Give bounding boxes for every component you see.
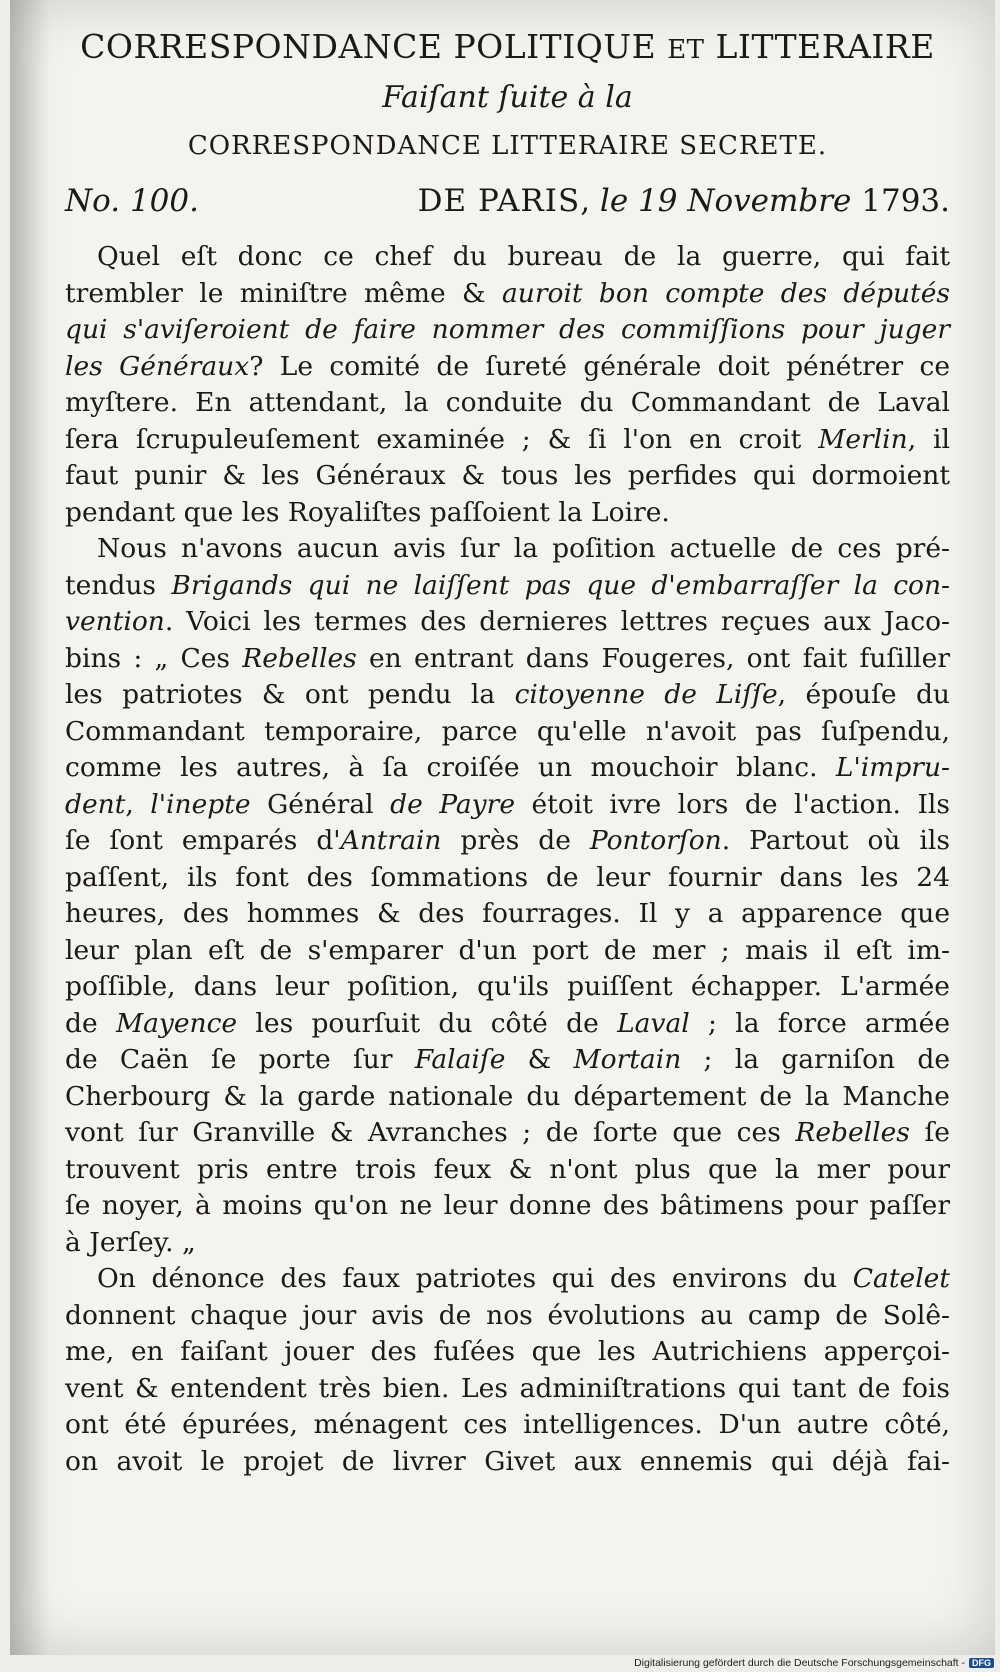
- digitization-credit: [634, 1657, 994, 1669]
- date-comma: ,: [580, 183, 591, 219]
- journal-title-et: ET: [667, 35, 705, 65]
- text-line: [65, 422, 950, 459]
- journal-title-part-1: CORRESPONDANCE POLITIQUE: [80, 27, 657, 66]
- issue-number: No. 100.: [65, 183, 199, 219]
- text-run: . Voici les termes des dernieres lettres reçues aux Jaco-: [164, 606, 950, 637]
- document-content: [65, 22, 950, 1480]
- text-run: paſſent, ils font des ſommations de leur fournir dans les 24: [65, 861, 950, 893]
- text-run: vent & entendent très bien. Les adminiſtrations qui tant de fois: [65, 1372, 950, 1404]
- text-line: [65, 568, 950, 605]
- text-line: [65, 1079, 950, 1116]
- text-run: les pourſuit du côté de: [237, 1007, 618, 1039]
- text-line: [65, 1115, 950, 1152]
- text-line: [65, 1006, 950, 1043]
- italic-text: auroit bon compte des députés: [501, 277, 950, 309]
- italic-text: l'inepte: [150, 788, 251, 820]
- italic-text: Brigands qui ne laiſſent pas que d'embarraſſer la con-: [171, 569, 951, 601]
- text-line: [65, 860, 950, 897]
- journal-subtitle: Faiſant ſuite à la: [382, 80, 633, 115]
- text-line: [65, 1225, 950, 1262]
- italic-text: Antrain: [340, 825, 442, 856]
- text-run: en entrant dans Fougeres, ont fait fuſiller: [356, 642, 950, 674]
- text-line: [65, 823, 950, 860]
- text-run: de: [65, 1007, 116, 1039]
- text-line: [65, 677, 950, 714]
- text-run: me, en faiſant jouer des fuſées que les Autrichiens apperçoi-: [65, 1336, 950, 1367]
- text-line: [65, 1042, 950, 1079]
- text-run: ,: [125, 788, 151, 820]
- text-line: [65, 385, 950, 422]
- italic-text: Falaiſe: [414, 1044, 506, 1075]
- text-line: [65, 1188, 950, 1225]
- paragraph: [65, 1261, 950, 1480]
- italic-text: Laval: [617, 1007, 690, 1039]
- text-line: [65, 276, 950, 313]
- text-line: [65, 641, 950, 678]
- year: 1793.: [861, 183, 950, 219]
- italic-text: L'impru-: [835, 752, 950, 783]
- text-run: ſera ſcrupuleuſement examinée ; & ſi l'on en croit: [65, 423, 819, 455]
- paragraph: [65, 239, 950, 531]
- text-run: ont été épurées, ménagent ces intelligences. D'un autre côté,: [65, 1409, 950, 1440]
- paper-sheet: [10, 0, 995, 1655]
- text-run: à Jerſey. „: [65, 1226, 196, 1258]
- text-line: [65, 1371, 950, 1408]
- text-run: ſe noyer, à moins qu'on ne leur donne des bâtimens pour paſſer: [65, 1190, 950, 1221]
- italic-text: Catelet: [852, 1263, 950, 1294]
- text-line: [65, 239, 950, 276]
- text-line: [65, 495, 950, 532]
- text-run: leur plan eſt de s'emparer d'un port de mer ; mais il eſt im-: [65, 934, 950, 966]
- text-run: myſtere. En attendant, la conduite du Commandant de Laval: [65, 387, 950, 418]
- text-run: , il: [907, 423, 950, 455]
- text-line: [65, 604, 950, 641]
- text-line: [65, 787, 950, 824]
- journal-title: [65, 22, 950, 75]
- binding-shadow: [10, 0, 50, 1655]
- text-run: ; la garniſon de: [681, 1044, 950, 1075]
- italic-text: Rebelles: [795, 1117, 910, 1148]
- text-run: &: [505, 1044, 574, 1075]
- italic-text: citoyenne de Liſſe: [514, 679, 778, 710]
- text-line: [65, 933, 950, 970]
- italic-text: Mayence: [115, 1007, 238, 1039]
- text-run: . Partout où ils: [721, 825, 950, 856]
- credit-text: Digitalisierung gefördert durch die Deutsche Forschungsgemeinschaft -: [634, 1657, 965, 1669]
- text-run: près de: [441, 825, 590, 856]
- place: DE PARIS: [417, 183, 581, 219]
- text-run: pendant que les Royaliſtes paſſoient la Loire.: [65, 496, 670, 528]
- text-run: Cherbourg & la garde nationale du département de la Manche: [65, 1080, 950, 1112]
- text-run: ? Le comité de ſureté générale doit pénétrer ce: [249, 350, 950, 382]
- text-run: les patriotes & ont pendu la: [65, 679, 515, 710]
- date-place: [418, 171, 950, 231]
- italic-text: dent: [65, 788, 126, 820]
- text-run: donnent chaque jour avis de nos évolutions au camp de Solê-: [65, 1299, 950, 1331]
- text-run: vont ſur Granville & Avranches ; de ſorte que ces: [65, 1117, 796, 1148]
- text-run: faut punir & les Généraux & tous les perfides qui dormoient: [65, 460, 950, 491]
- text-run: heures, des hommes & des fourrages. Il y a apparence que: [65, 898, 950, 929]
- text-line: [65, 1152, 950, 1189]
- text-run: , épouſe du: [777, 679, 950, 710]
- text-line: [65, 1444, 950, 1481]
- italic-text: Rebelles: [242, 642, 357, 674]
- journal-secret-title: CORRESPONDANCE LITTERAIRE SECRETE.: [187, 131, 828, 161]
- text-run: étoit ivre lors de l'action. Ils: [515, 788, 951, 820]
- italic-text: vention: [65, 606, 165, 637]
- italic-text: les Généraux: [65, 350, 250, 382]
- text-line: [65, 1334, 950, 1371]
- text-run: bins : „ Ces: [65, 642, 243, 674]
- text-run: on avoit le projet de livrer Givet aux ennemis qui déjà fai-: [65, 1445, 950, 1477]
- journal-title-part-2: LITTERAIRE: [715, 27, 935, 66]
- text-run: poſſible, dans leur poſition, qu'ils puiſſent échapper. L'armée: [65, 971, 950, 1002]
- text-run: trouvent pris entre trois feux & n'ont plus que la mer pour: [65, 1153, 950, 1185]
- italic-text: Merlin: [818, 423, 908, 455]
- italic-text: Mortain: [573, 1044, 682, 1075]
- italic-text: Pontorſon: [589, 825, 722, 856]
- text-line: [65, 531, 950, 568]
- text-line: [65, 896, 950, 933]
- text-run: ſe: [909, 1117, 950, 1148]
- date: le 19 Novembre: [599, 183, 852, 219]
- text-line: [65, 312, 950, 349]
- text-line: [65, 714, 950, 751]
- text-run: Nous n'avons aucun avis ſur la poſition actuelle de ces pré-: [97, 533, 950, 564]
- text-run: trembler le miniſtre même &: [65, 277, 502, 309]
- italic-text: de Payre: [390, 788, 516, 820]
- text-run: Général: [250, 788, 391, 820]
- text-run: tendus: [65, 569, 172, 601]
- text-run: On dénonce des faux patriotes qui des environs du: [97, 1263, 853, 1294]
- text-run: de Caën ſe porte ſur: [65, 1044, 415, 1075]
- dfg-logo: DFG: [969, 1658, 994, 1668]
- article-body: [65, 239, 950, 1480]
- text-run: Commandant temporaire, parce qu'elle n'avoit pas ſuſpendu,: [65, 715, 950, 747]
- text-line: [65, 349, 950, 386]
- paragraph: [65, 531, 950, 1261]
- dateline: [65, 171, 950, 231]
- text-run: ſe ſont emparés d': [65, 825, 341, 856]
- text-line: [65, 1261, 950, 1298]
- text-line: [65, 969, 950, 1006]
- text-line: [65, 1407, 950, 1444]
- text-line: [65, 1298, 950, 1335]
- text-run: ; la force armée: [689, 1007, 951, 1039]
- text-run: Quel eſt donc ce chef du bureau de la guerre, qui fait: [97, 241, 950, 272]
- text-run: comme les autres, à ſa croiſée un mouchoir blanc.: [65, 752, 836, 783]
- italic-text: qui s'aviſeroient de faire nommer des commiſſions pour juger: [65, 314, 950, 345]
- text-line: [65, 750, 950, 787]
- text-line: [65, 458, 950, 495]
